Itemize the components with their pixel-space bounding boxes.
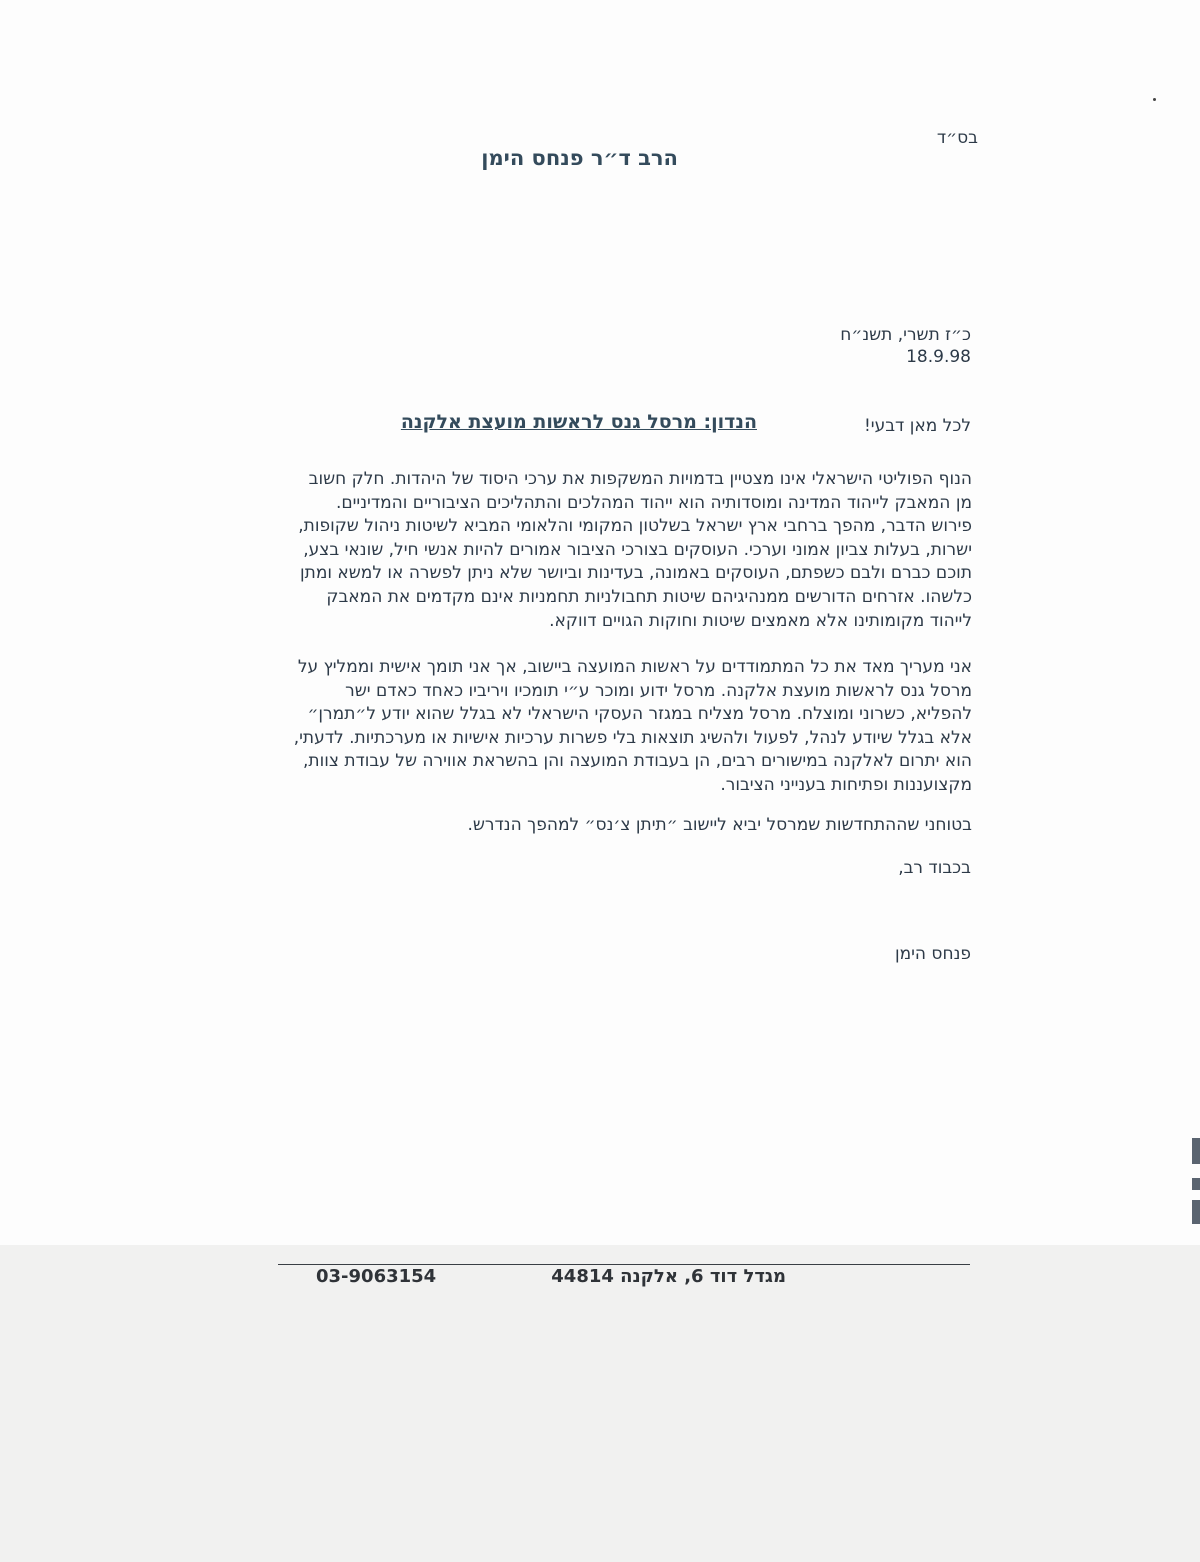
closing: בכבוד רב,	[898, 858, 971, 878]
paragraph-line: כלשהו. אזרחים הדורשים ממנהיגיהם שיטות תחבולניות תחמניות אינם מקדמים את המאבק	[326, 586, 972, 607]
body-paragraph-2	[182, 656, 972, 798]
paragraph-line: תוכם כברם ולבם כשפתם, העוסקים באמונה, בעדינות וביושר שלא ניתן לפשרה או למשא ומתן	[300, 563, 972, 584]
paragraph-line: הוא יתרום לאלקנה במישורים רבים, הן בעבודת המועצה והן בהשראת אווירה של עבודת צוות,	[303, 751, 972, 772]
salutation: לכל מאן דבעי!	[863, 416, 971, 436]
scan-edge-mark	[1192, 1178, 1200, 1190]
paragraph-line: אני מעריך מאד את כל המתמודדים על ראשות המועצה ביישוב, אך אני תומך אישית וממליץ על	[297, 657, 972, 677]
body-paragraph-3	[182, 814, 972, 838]
gregorian-date: 18.9.98	[906, 347, 971, 367]
paragraph-line: מן המאבק לייהוד המדינה ומוסדותיה הוא ייהוד המהלכים והתהליכים הציבוריים והמדיניים.	[335, 492, 972, 513]
paragraph-line: מקצועננות ופתיחות בענייני הציבור.	[720, 774, 972, 795]
bsd-header: בס״ד	[936, 128, 978, 148]
paragraph-line: הנוף הפוליטי הישראלי אינו מצטיין בדמויות המשקפות את ערכי היסוד של היהדות. חלק חשוב	[308, 469, 972, 489]
paragraph-line: פירוש הדבר, מהפך ברחבי ארץ ישראל בשלטון המקומי והלאומי המביא לשיטות ניהול שקופות,	[298, 516, 972, 537]
hebrew-date: כ״ז תשרי, תשנ״ח	[840, 325, 971, 345]
footer-divider	[278, 1264, 970, 1265]
paragraph-line: לייהוד מקומותינו אלא מאמצים שיטות וחוקות הגויים דווקא.	[549, 610, 972, 631]
letterhead-name: הרב ד״ר פנחס הימן	[481, 146, 678, 170]
paragraph-line: להפליא, כשרוני ומוצלח. מרסל מצליח במגזר העסקי הישראלי לא בגלל שהוא יודע ל״תמרן״	[307, 704, 972, 725]
footer-phone: 03-9063154	[316, 1266, 437, 1287]
paragraph-line: מרסל גנס לראשות מועצת אלקנה. מרסל ידוע ומוכר ע״י תומכיו ויריביו כאחד כאדם ישר	[345, 680, 972, 701]
signature-name: פנחס הימן	[894, 944, 971, 964]
scan-edge-mark	[1192, 1138, 1200, 1164]
paragraph-line: בטוחני שההתחדשות שמרסל יביא ליישוב ״תיתן צ׳נס״ למהפך הנדרש.	[467, 815, 972, 835]
paper-fold-shade	[0, 1245, 1200, 1562]
paragraph-line: אלא בגלל שיודע לנהל, לפעול ולהשיג תוצאות בלי פשרות ערכיות אישיות או מערכתיות. לדעתי,	[293, 727, 972, 748]
paragraph-line: ישרות, בעלות צביון אמוני וערכי. העוסקים בצורכי הציבור אמורים להיות אנשי חיל, שונאי בצע,	[303, 539, 972, 560]
subject-line: הנדון: מרסל גנס לראשות מועצת אלקנה	[400, 411, 757, 433]
footer-address: מגדל דוד 6, אלקנה 44814	[551, 1266, 786, 1287]
body-paragraph-1	[182, 468, 972, 633]
scan-speck	[1153, 98, 1156, 101]
scan-edge-mark	[1192, 1200, 1200, 1224]
